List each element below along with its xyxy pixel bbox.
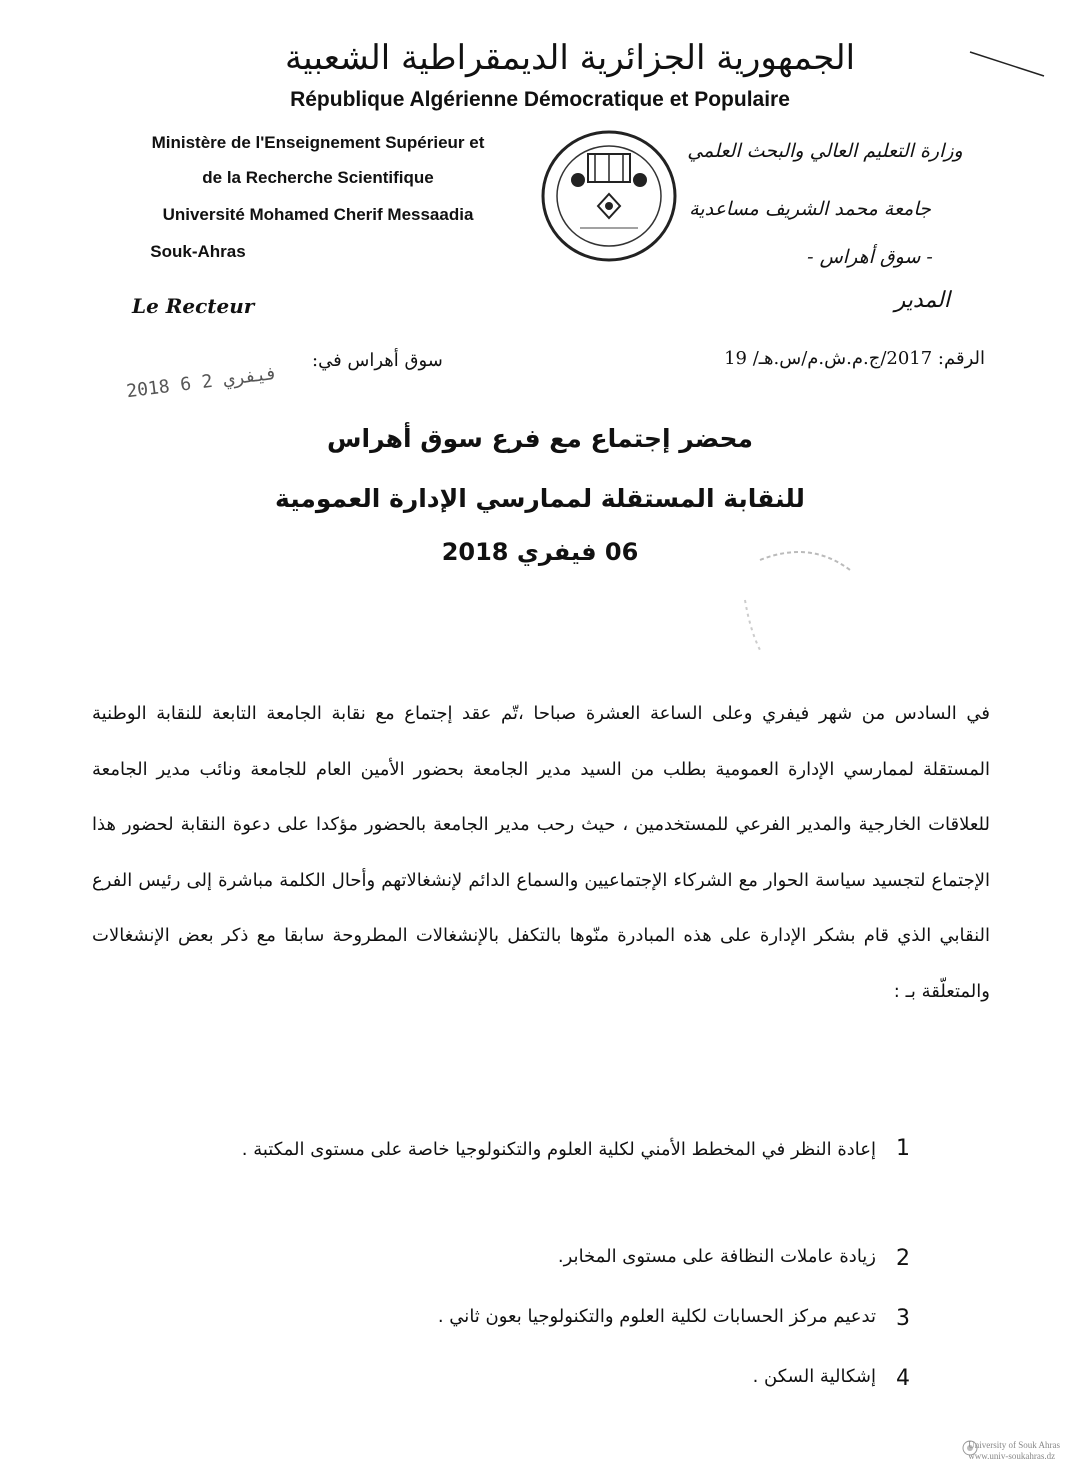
republic-title-ar: الجمهورية الجزائرية الديمقراطية الشعبية xyxy=(284,38,856,78)
pen-stroke-mark xyxy=(968,50,1048,80)
list-item-number: 1 xyxy=(896,1136,910,1161)
list-item xyxy=(150,1246,910,1271)
minutes-paragraph: في السادس من شهر فيفري وعلى الساعة العشرة صباحا ،تّم عقد إجتماع مع نقابة الجامعة التابعة للنقابة الوطنية المستقلة لممارسي الإدارة العمومية بطلب من السيد مدير الجامعة بحضور الأمين العام للجامعة ونائب مدير الجامعة للعلاقات الخارجية والمدير الفرعي للمستخدمين ، حيث رحب مدير الجامعة بالحضور مؤكدا على دعوة النقابة لحضور هذا الإجتماع لتجسيد سياسة الحوار مع الشركاء الإجتماعيين والسماع الدائم لإنشغالاتهم وأحال الكلمة مباشرة إلى رئيس الفرع النقابي الذي قام بشكر الإدارة على هذه المبادرة منّوها بالتكفل بالإنشغالات المطروحة سابقا مع ذكر بعض الإنشغالات والمتعلّقة بـ : xyxy=(92,703,990,1002)
faint-stamp xyxy=(720,540,860,660)
watermark-line2: www.univ-soukahras.dz xyxy=(968,1451,1056,1461)
republic-title-fr: République Algérienne Démocratique et Populaire xyxy=(290,88,790,111)
list-item-row xyxy=(150,1246,910,1271)
list-item xyxy=(150,1136,910,1176)
list-item-row xyxy=(150,1366,910,1391)
city-ar: - سوق أهراس - xyxy=(807,246,933,268)
list-item-number: 2 xyxy=(896,1246,910,1271)
reference-number: الرقم: 2017/ج.م.ش.م/س.هـ/ 19 xyxy=(724,348,985,369)
director-label-ar: المدير xyxy=(894,288,950,313)
place-date-label: سوق أهراس في: xyxy=(312,350,443,371)
list-item-number: 3 xyxy=(896,1306,910,1331)
title-line1: محضر إجتماع مع فرع سوق أهراس xyxy=(327,424,753,453)
title-line2: للنقابة المستقلة لممارسي الإدارة العمومية xyxy=(275,484,805,513)
watermark-line1: University of Souk Ahras xyxy=(968,1440,1060,1450)
list-item-text: إعادة النظر في المخطط الأمني لكلية العلوم والتكنولوجيا خاصة على مستوى المكتبة . xyxy=(241,1139,876,1160)
list-item-row xyxy=(150,1136,910,1176)
title-date: 06 فيفري 2018 xyxy=(441,538,639,566)
university-fr: Université Mohamed Cherif Messaadia xyxy=(162,205,474,224)
ministry-ar: وزارة التعليم العالي والبحث العلمي xyxy=(687,140,963,162)
recteur-label: Le Recteur xyxy=(132,294,255,318)
list-item-text: تدعيم مركز الحسابات لكلية العلوم والتكنولوجيا بعون ثاني . xyxy=(437,1306,876,1327)
list-item xyxy=(150,1366,910,1391)
list-item-number: 4 xyxy=(896,1366,910,1391)
watermark-footer xyxy=(968,1440,1060,1462)
list-item xyxy=(150,1306,910,1331)
list-item-text: إشكالية السكن . xyxy=(752,1366,876,1387)
date-stamp: 2018 فيفري 2 6 xyxy=(125,362,279,403)
list-item-row xyxy=(150,1306,910,1331)
university-ar: جامعة محمد الشريف مساعدية xyxy=(689,198,931,220)
list-item-text: زيادة عاملات النظافة على مستوى المخابر. xyxy=(557,1246,876,1267)
city-fr: Souk-Ahras xyxy=(150,242,246,261)
ministry-fr-line2: de la Recherche Scientifique xyxy=(202,168,434,187)
ministry-fr-line1: Ministère de l'Enseignement Supérieur et xyxy=(151,133,485,152)
